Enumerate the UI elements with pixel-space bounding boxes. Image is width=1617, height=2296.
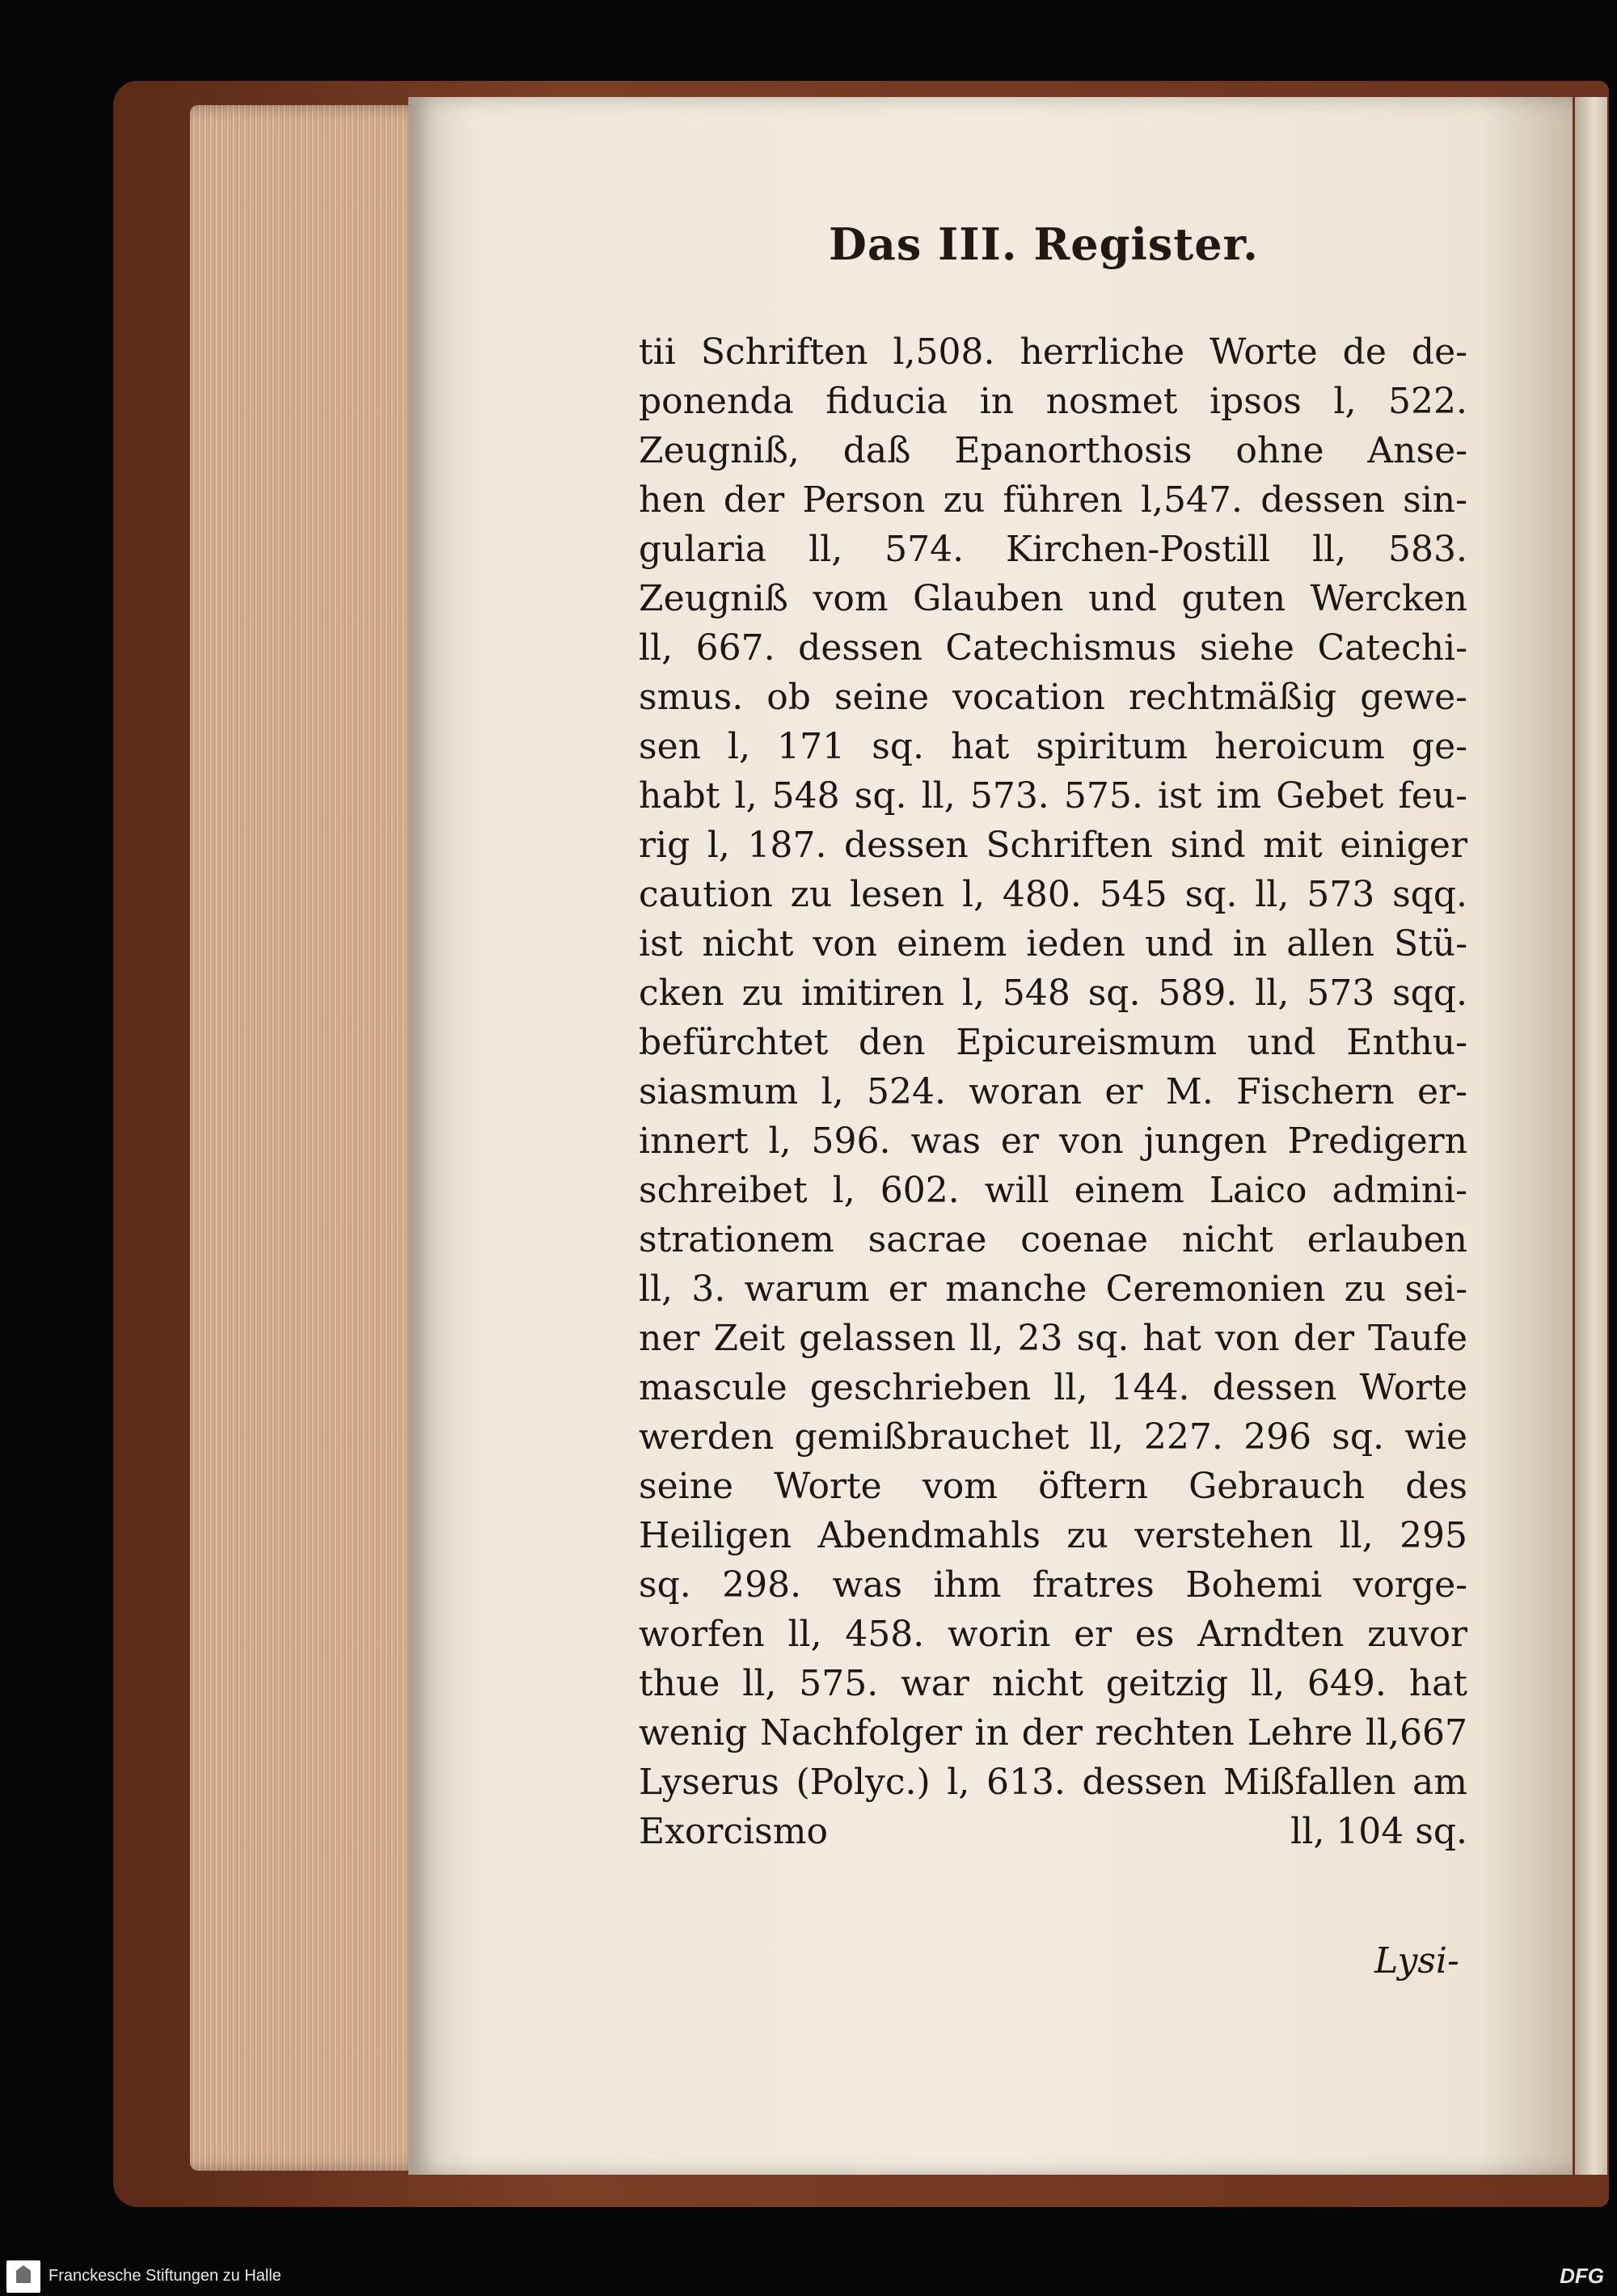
page-header: Das III. Register. bbox=[829, 218, 1259, 270]
text-line: seine Worte vom öftern Gebrauch des bbox=[639, 1466, 1467, 1507]
text-line: gularia ll, 574. Kirchen-Postill ll, 583. bbox=[639, 529, 1467, 570]
text-line: smus. ob seine vocation rechtmäßig gewe- bbox=[639, 677, 1467, 718]
text-line: thue ll, 575. war nicht geitzig ll, 649. hat bbox=[639, 1663, 1467, 1704]
text-line: Lyserus (Polyc.) l, 613. dessen Mißfallen am bbox=[639, 1762, 1467, 1803]
text-line: hen der Person zu führen l,547. dessen sin- bbox=[639, 479, 1467, 521]
text-line: innert l, 596. was er von jungen Predigern bbox=[639, 1121, 1467, 1162]
catchword: Lysi- bbox=[1374, 1940, 1459, 1982]
text-line: ll, 667. dessen Catechismus siehe Catechi- bbox=[639, 627, 1467, 669]
final-entry-line bbox=[639, 1807, 1467, 1856]
footer-credit: Franckesche Stiftungen zu Halle bbox=[49, 2267, 281, 2285]
text-line: ner Zeit gelassen ll, 23 sq. hat von der Taufe bbox=[639, 1318, 1467, 1359]
text-line: strationem sacrae coenae nicht erlauben bbox=[639, 1219, 1467, 1260]
text-line: caution zu lesen l, 480. 545 sq. ll, 573 sqq. bbox=[639, 874, 1467, 915]
text-line: worfen ll, 458. worin er es Arndten zuvor bbox=[639, 1614, 1467, 1655]
text-line: Zeugniß vom Glauben und guten Wercken bbox=[639, 578, 1467, 619]
text-line: werden gemißbrauchet ll, 227. 296 sq. wie bbox=[639, 1416, 1467, 1458]
text-line: ll, 3. warum er manche Ceremonien zu sei- bbox=[639, 1268, 1467, 1310]
text-line: cken zu imitiren l, 548 sq. 589. ll, 573 sqq. bbox=[639, 973, 1467, 1014]
text-line: sq. 298. was ihm fratres Bohemi vorge- bbox=[639, 1564, 1467, 1606]
final-entry-term: Exorcismo bbox=[639, 1811, 828, 1852]
text-line: mascule geschrieben ll, 144. dessen Worte bbox=[639, 1367, 1467, 1408]
text-line: sen l, 171 sq. hat spiritum heroicum ge- bbox=[639, 726, 1467, 767]
text-line: Heiligen Abendmahls zu verstehen ll, 295 bbox=[639, 1515, 1467, 1556]
page-edges bbox=[190, 105, 441, 2171]
text-line: befürchtet den Epicureismum und Enthu- bbox=[639, 1022, 1467, 1063]
text-line: wenig Nachfolger in der rechten Lehre ll,667 bbox=[639, 1712, 1467, 1754]
index-text-block bbox=[639, 327, 1467, 1856]
final-entry-reference: ll, 104 sq. bbox=[1290, 1811, 1467, 1852]
text-line: schreibet l, 602. will einem Laico admini- bbox=[639, 1170, 1467, 1211]
text-line: Zeugniß, daß Epanorthosis ohne Anse- bbox=[639, 430, 1467, 471]
text-line: ist nicht von einem ieden und in allen Stü- bbox=[639, 923, 1467, 964]
dfg-badge: DFG bbox=[1560, 2264, 1604, 2288]
text-line: habt l, 548 sq. ll, 573. 575. ist im Gebet feu- bbox=[639, 775, 1467, 817]
text-line: siasmum l, 524. woran er M. Fischern er- bbox=[639, 1071, 1467, 1112]
text-line: ponenda fiducia in nosmet ipsos l, 522. bbox=[639, 381, 1467, 422]
facing-page-edge bbox=[1575, 97, 1607, 2175]
text-line: rig l, 187. dessen Schriften sind mit einiger bbox=[639, 825, 1467, 866]
text-line: tii Schriften l,508. herrliche Worte de de- bbox=[639, 331, 1467, 373]
institution-logo-icon bbox=[6, 2260, 40, 2293]
